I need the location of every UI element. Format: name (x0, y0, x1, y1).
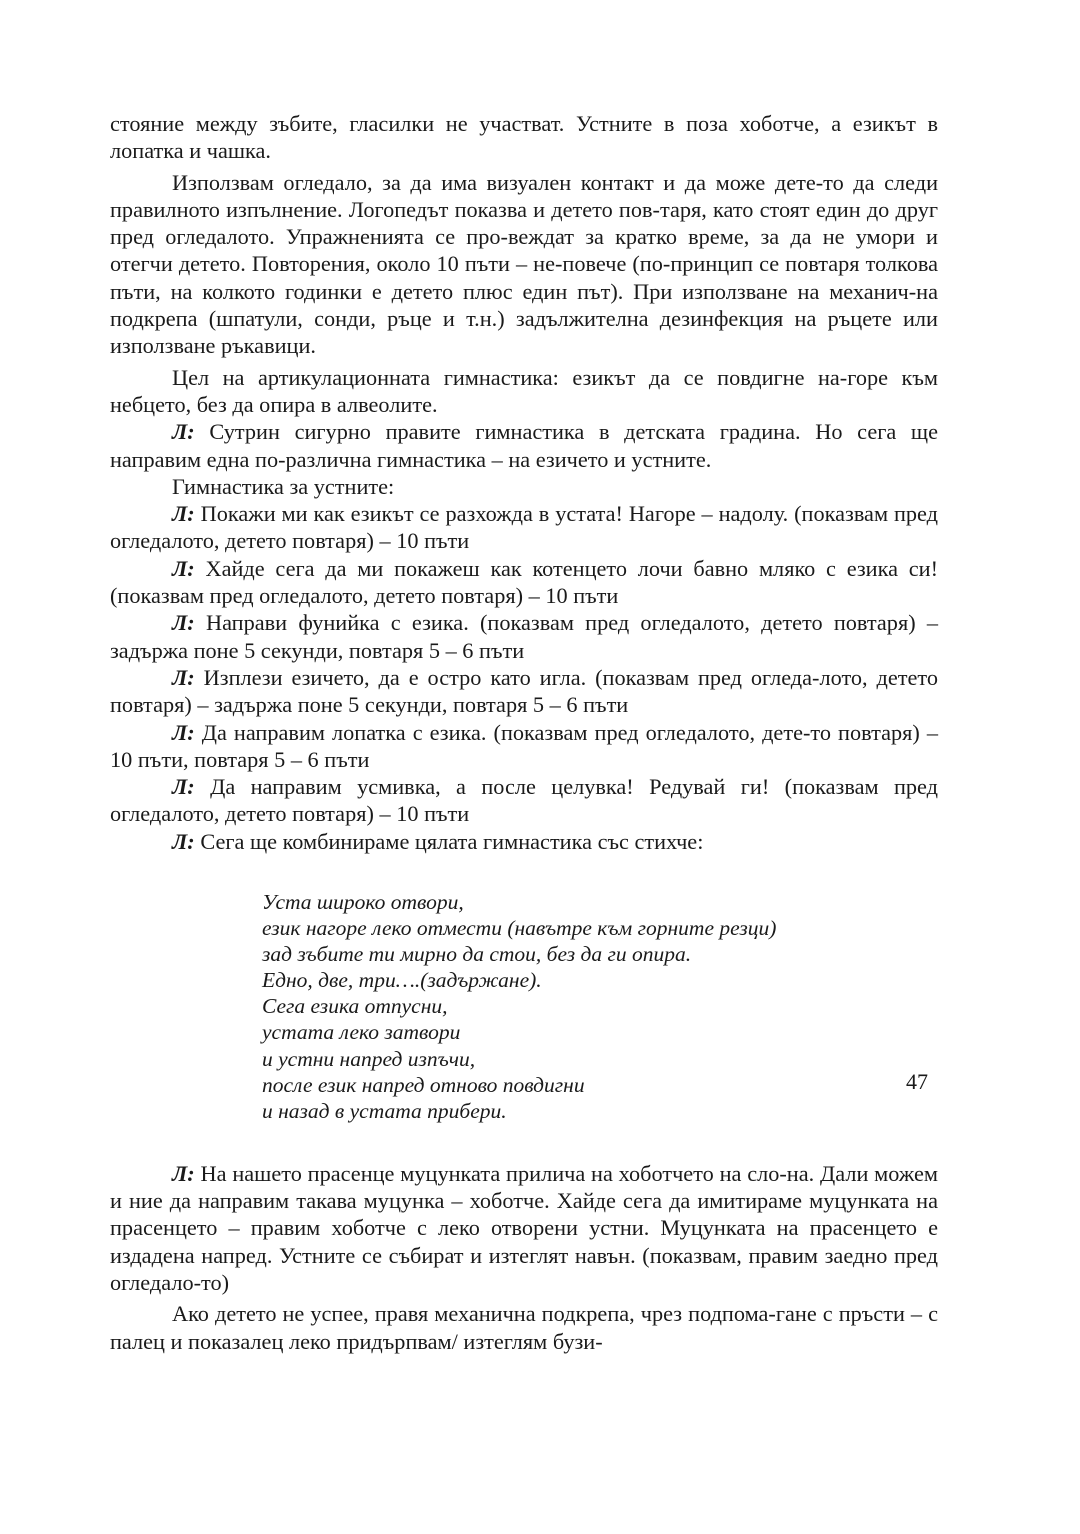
speaker-label: Л: (172, 501, 195, 527)
poem-line: Сега езика отпусни, (262, 994, 448, 1019)
dialogue-line: Л: Сутрин сигурно правите гимнастика в детската градина. Но сега ще направим една по-различна гимнастика – на езичето и устните. (110, 419, 938, 472)
page-number: 47 (906, 1069, 928, 1094)
poem-line: и устни напред изпъчи, (262, 1046, 476, 1071)
poem-line: зад зъбите ти мирно да стои, без да ги опира. (262, 942, 692, 967)
dialogue-line: Л: Хайде сега да ми покажеш как котенцето лочи бавно мляко с езика си! (показвам пред огледалото, детето повтаря) – 10 пъти (110, 555, 938, 609)
dialogue-line: Л: Да направим усмивка, а после целувка! Редувай ги! (показвам пред огледалото, детето повтаря) – 10 пъти (110, 774, 938, 827)
poem-line: после език напред отново повдигни (262, 1072, 585, 1097)
dialogue-line: Л: Сега ще комбинираме цялата гимнастика със стихче: (172, 828, 704, 854)
speaker-label: Л: (172, 610, 195, 636)
subheading-lips-gymnastics: Гимнастика за устните: (172, 473, 395, 499)
speaker-label: Л: (172, 664, 195, 690)
poem-line: устата леко затвори (262, 1020, 461, 1045)
dialogue-line: Л: Направи фунийка с езика. (показвам пред огледалото, детето повтаря) – задържа поне 5 секунди, повтаря 5 – 6 пъти (110, 610, 939, 663)
speaker-label: Л: (172, 774, 195, 800)
paragraph-mechanical-support: Ако детето не успее, правя механична подкрепа, чрез подпома-гане с пръсти – с палец и показалец леко придърпвам/ изтеглям бузи- (110, 1301, 938, 1354)
speaker-label: Л: (172, 719, 195, 745)
speaker-label: Л: (172, 828, 195, 854)
dialogue-line: Л: На нашето прасенце муцунката прилича на хоботчето на сло-на. Дали можем и ние да направим такава муцунка – хоботче. Хайде сега да имитираме муцунката на прасенцето – правим хоботче с леко отворени устни. Муцунката на прасенцето е издадена напред. Устните се събират и изтеглят навън. (показвам, правим заедно пред огледало-то) (110, 1160, 939, 1296)
page-body (110, 110, 938, 1355)
dialogue-line: Л: Покажи ми как езикът се разхожда в устата! Нагоре – надолу. (показвам пред огледалото, детето повтаря) – 10 пъти (110, 501, 938, 554)
dialogue-line: Л: Изплези езичето, да е остро като игла. (показвам пред огледа-лото, детето повтаря) – задържа поне 5 секунди, повтаря 5 – 6 пъти (110, 664, 939, 718)
poem-line: Едно, две, три….(задържане). (262, 968, 542, 993)
speaker-label: Л: (172, 555, 195, 581)
dialogue-line: Л: Да направим лопатка с езика. (показвам пред огледалото, дете-то повтаря) – 10 пъти, повтаря 5 – 6 пъти (110, 719, 938, 772)
paragraph-mirror: Използвам огледало, за да има визуален контакт и да може дете-то да следи правилното изпълнение. Логопедът показва и детето пов-таря, като стоят един до друг пред огледалото. Упражненията се про-веждат за кратко време, за да не умори и отегчи детето. Повторения, около 10 пъти – не-повече (по-принцип се повтаря толкова пъти, на колкото годинки е детето плюс един път). При използване на механич-на подкрепа (шпатули, сонди, ръце и т.н.) задължителна дезинфекция на ръцете или използване ръкавици. (110, 169, 938, 359)
paragraph-goal: Цел на артикулационната гимнастика: езикът да се повдигне на-горе към небцето, без да опира в алвеолите. (110, 364, 938, 417)
poem-line: Уста широко отвори, (262, 890, 464, 915)
speaker-label: Л: (172, 419, 195, 445)
paragraph-continuation: стояние между зъбите, гласилки не участват. Устните в поза хоботче, а езикът в лопатка и чашка. (110, 111, 938, 164)
speaker-label: Л: (172, 1160, 195, 1186)
poem (262, 889, 938, 1124)
poem-line: и назад в устата прибери. (262, 1098, 507, 1123)
poem-line: език нагоре леко отмести (навътре към горните резци) (262, 916, 777, 941)
